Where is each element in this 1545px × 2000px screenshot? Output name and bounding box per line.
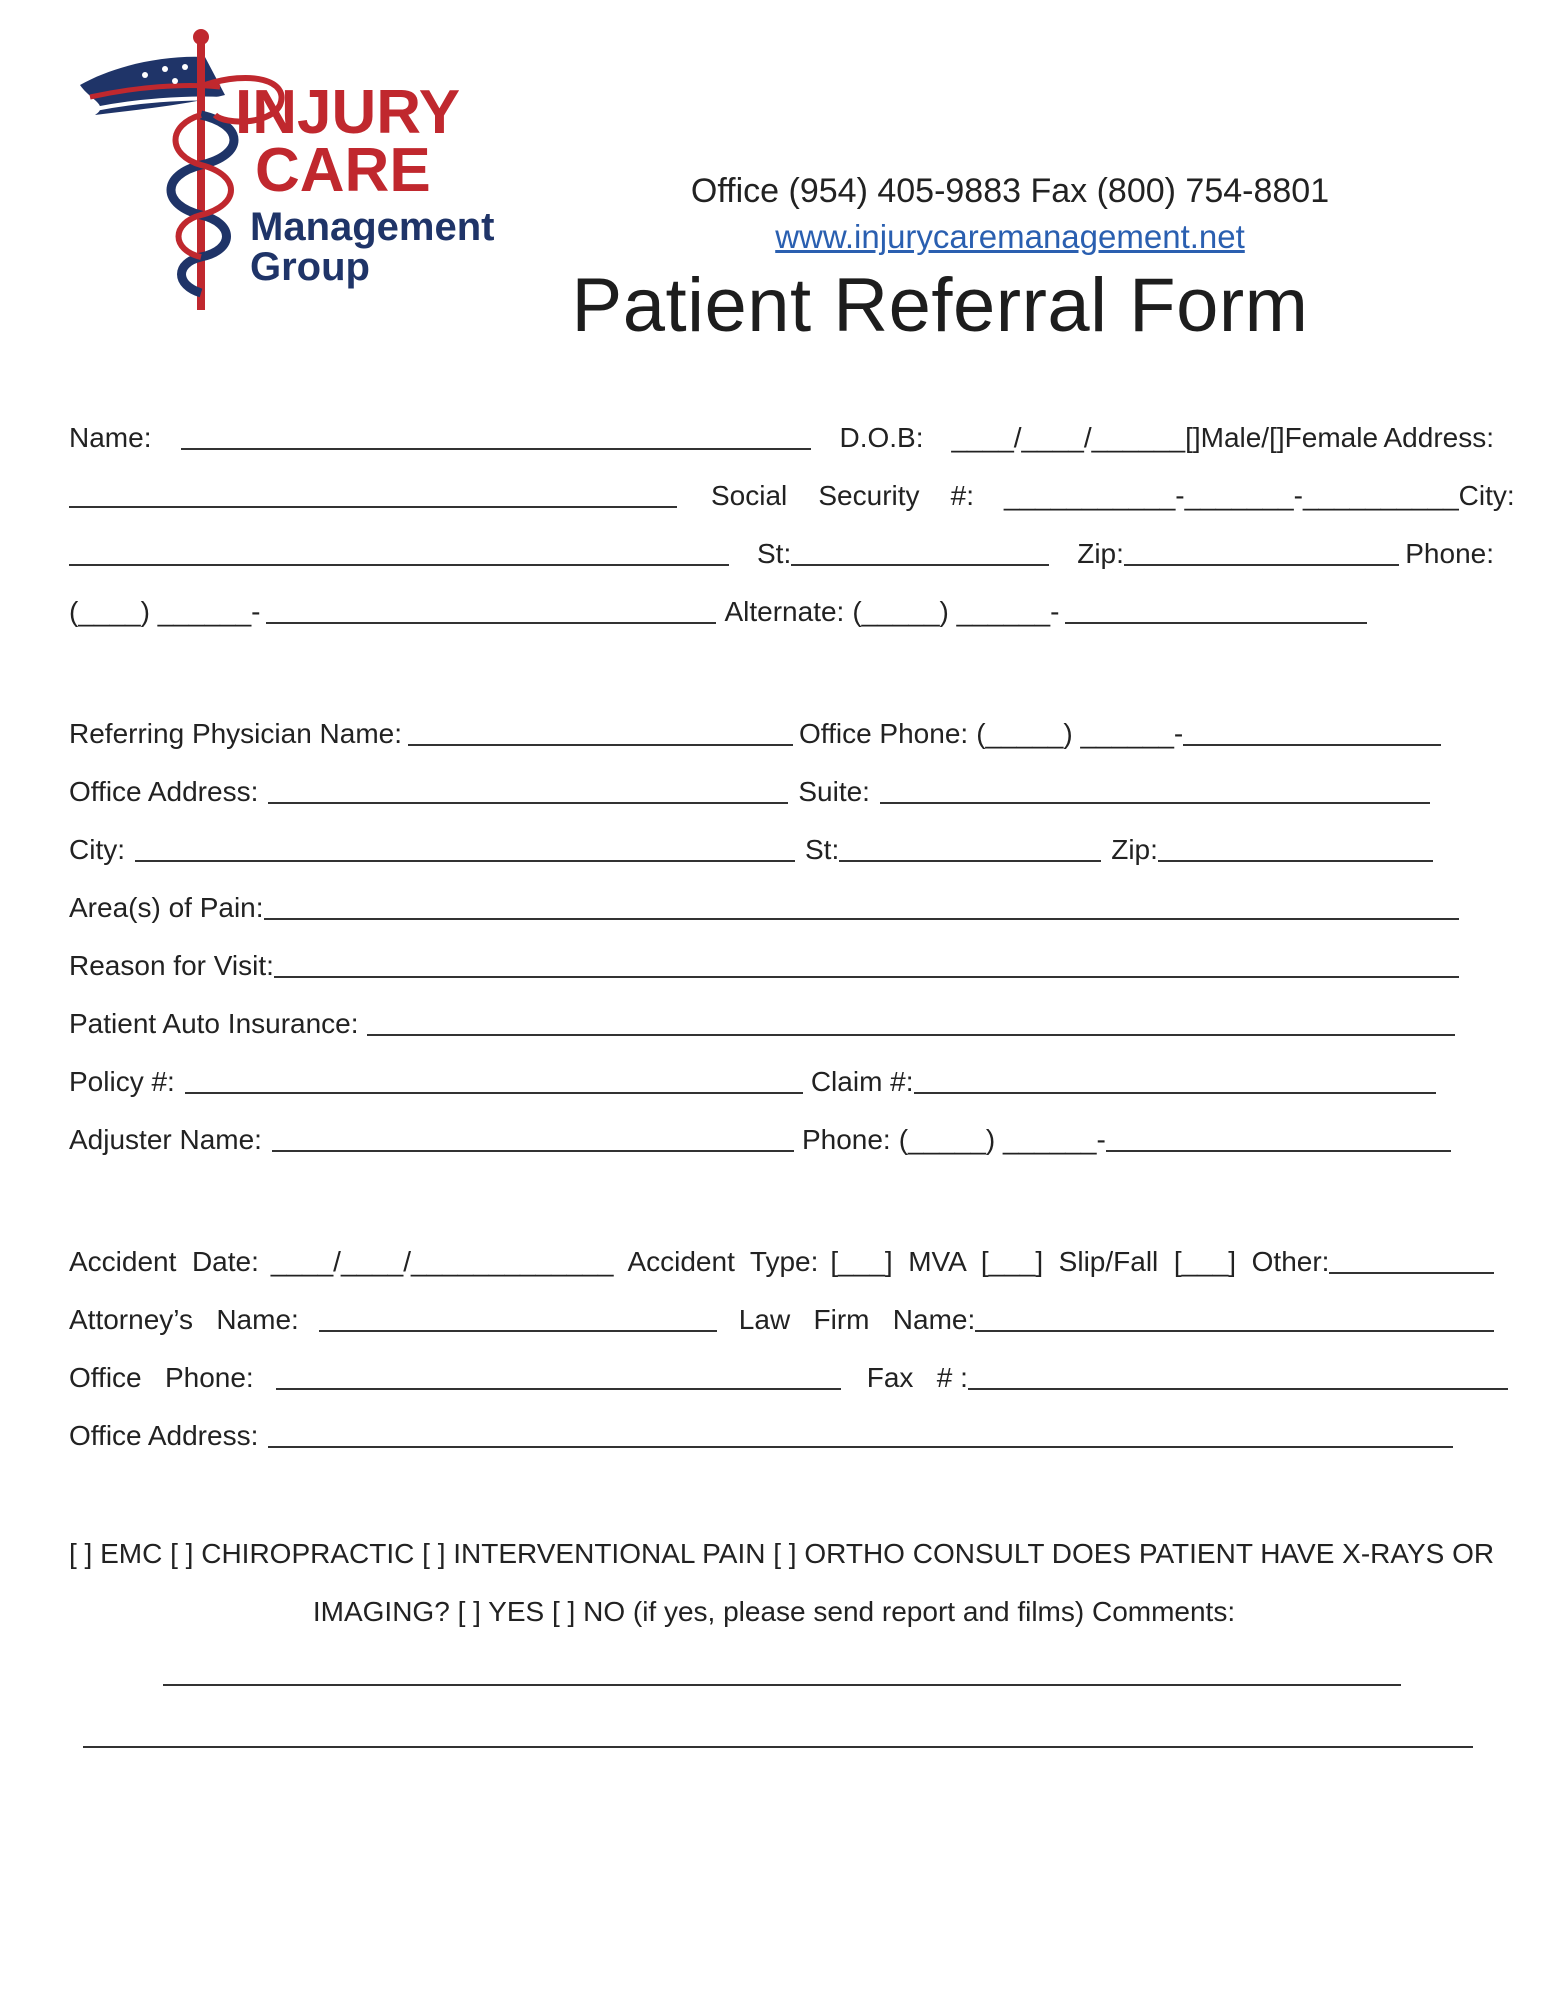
zip-field[interactable] xyxy=(1124,540,1399,566)
adjuster-phone-field[interactable] xyxy=(1106,1126,1451,1152)
office-phone-prefix[interactable]: (_____) ______- xyxy=(976,718,1184,749)
office-address-field[interactable] xyxy=(268,778,788,804)
insurance-row xyxy=(69,1004,1494,1040)
fax-label: Fax # : xyxy=(866,1362,968,1393)
adjuster-row xyxy=(69,1120,1494,1156)
patient-row-1 xyxy=(69,418,1494,454)
name-field[interactable] xyxy=(181,424,811,450)
website-link[interactable]: www.injurycaremanagement.net xyxy=(775,218,1245,255)
office-phone-field[interactable] xyxy=(1183,720,1441,746)
company-logo xyxy=(75,25,535,325)
accident-date-field[interactable]: ____/____/_____________ xyxy=(270,1246,614,1277)
law-firm-field[interactable] xyxy=(975,1306,1494,1332)
physician-name-field[interactable] xyxy=(408,720,793,746)
attorney-office-phone-field[interactable] xyxy=(276,1364,841,1390)
address-field[interactable] xyxy=(69,482,677,508)
page-title: Patient Referral Form xyxy=(571,263,1309,348)
physician-state-field[interactable] xyxy=(839,836,1101,862)
services-options-line-2[interactable]: IMAGING? [ ] YES [ ] NO (if yes, please send report and films) Comments: xyxy=(312,1596,1236,1627)
accident-type-label: Accident Type: xyxy=(627,1246,819,1277)
physician-zip-label: Zip: xyxy=(1111,834,1158,865)
attorney-name-field[interactable] xyxy=(319,1306,717,1332)
physician-city-label: City: xyxy=(69,834,125,865)
office-address-label: Office Address: xyxy=(69,776,259,807)
attorney-office-address-field[interactable] xyxy=(268,1422,1453,1448)
city-field[interactable] xyxy=(69,540,729,566)
policy-label: Policy #: xyxy=(69,1066,175,1097)
comments-line-2[interactable] xyxy=(83,1746,1473,1748)
dob-label: D.O.B: xyxy=(839,422,924,453)
logo-text-management: Management xyxy=(250,205,495,249)
zip-label: Zip: xyxy=(1077,538,1124,569)
accident-other-field[interactable] xyxy=(1329,1248,1494,1274)
patient-row-2 xyxy=(69,476,1515,512)
physician-state-label: St: xyxy=(805,834,840,865)
physician-name-label: Referring Physician Name: xyxy=(69,718,403,749)
state-label: St: xyxy=(757,538,792,569)
alternate-phone-field[interactable] xyxy=(1065,598,1367,624)
reason-label: Reason for Visit: xyxy=(69,950,274,981)
suite-label: Suite: xyxy=(798,776,870,807)
fax-field[interactable] xyxy=(968,1364,1508,1390)
physician-row-1 xyxy=(69,714,1494,750)
claim-label: Claim #: xyxy=(810,1066,914,1097)
state-field[interactable] xyxy=(791,540,1049,566)
ssn-field[interactable]: ___________-_______-__________ xyxy=(1004,480,1459,511)
adjuster-phone-label: Phone: xyxy=(801,1124,891,1155)
alternate-label: Alternate: xyxy=(724,596,845,627)
accident-row-2 xyxy=(69,1300,1494,1336)
insurance-label: Patient Auto Insurance: xyxy=(69,1008,359,1039)
accident-row-4 xyxy=(69,1416,1494,1452)
name-label: Name: xyxy=(69,422,152,453)
phone-label: Phone: xyxy=(1405,538,1494,569)
office-contact: Office (954) 405-9883 Fax (800) 754-8801 xyxy=(690,172,1330,210)
claim-field[interactable] xyxy=(914,1068,1436,1094)
pain-label: Area(s) of Pain: xyxy=(69,892,264,923)
dob-field[interactable]: ____/____/______ xyxy=(951,422,1186,453)
pain-field[interactable] xyxy=(264,894,1459,920)
logo-text-group: Group xyxy=(250,245,370,289)
physician-city-field[interactable] xyxy=(135,836,795,862)
sex-options[interactable]: []Male/[]Female xyxy=(1185,422,1379,453)
adjuster-name-field[interactable] xyxy=(272,1126,794,1152)
patient-row-3 xyxy=(69,534,1494,570)
reason-field[interactable] xyxy=(274,952,1459,978)
law-firm-label: Law Firm Name: xyxy=(738,1304,976,1335)
ssn-label: Social Security #: xyxy=(711,480,974,511)
attorney-office-address-label: Office Address: xyxy=(69,1420,259,1451)
physician-row-2 xyxy=(69,772,1494,808)
adjuster-phone-prefix[interactable]: (_____) ______- xyxy=(898,1124,1106,1155)
reason-row xyxy=(69,946,1494,982)
phone-field[interactable] xyxy=(266,598,716,624)
phone-prefix[interactable]: (____) ______- xyxy=(69,596,261,627)
physician-zip-field[interactable] xyxy=(1158,836,1433,862)
suite-field[interactable] xyxy=(880,778,1430,804)
services-options-line-1[interactable]: [ ] EMC [ ] CHIROPRACTIC [ ] INTERVENTIONAL PAIN [ ] ORTHO CONSULT DOES PATIENT HAVE X-RAYS OR xyxy=(69,1538,1495,1569)
office-phone-label: Office Phone: xyxy=(799,718,969,749)
policy-field[interactable] xyxy=(185,1068,803,1094)
policy-row xyxy=(69,1062,1494,1098)
address-label: Address: xyxy=(1383,422,1494,453)
adjuster-label: Adjuster Name: xyxy=(69,1124,262,1155)
attorney-office-phone-label: Office Phone: xyxy=(69,1362,254,1393)
logo-text-care: CARE xyxy=(255,136,431,205)
comments-line-1[interactable] xyxy=(163,1684,1401,1686)
attorney-name-label: Attorney’s Name: xyxy=(69,1304,299,1335)
patient-row-4 xyxy=(69,592,1494,628)
alternate-prefix[interactable]: (_____) ______- xyxy=(852,596,1060,627)
accident-date-label: Accident Date: xyxy=(69,1246,259,1277)
logo-text-injury: INJURY xyxy=(235,78,461,147)
insurance-field[interactable] xyxy=(367,1010,1455,1036)
accident-row-3 xyxy=(69,1358,1494,1394)
physician-row-3 xyxy=(69,830,1494,866)
accident-row-1 xyxy=(69,1242,1494,1278)
city-label: City: xyxy=(1458,480,1515,511)
pain-row xyxy=(69,888,1494,924)
accident-type-options[interactable]: [___] MVA [___] Slip/Fall [___] Other: xyxy=(830,1246,1330,1277)
